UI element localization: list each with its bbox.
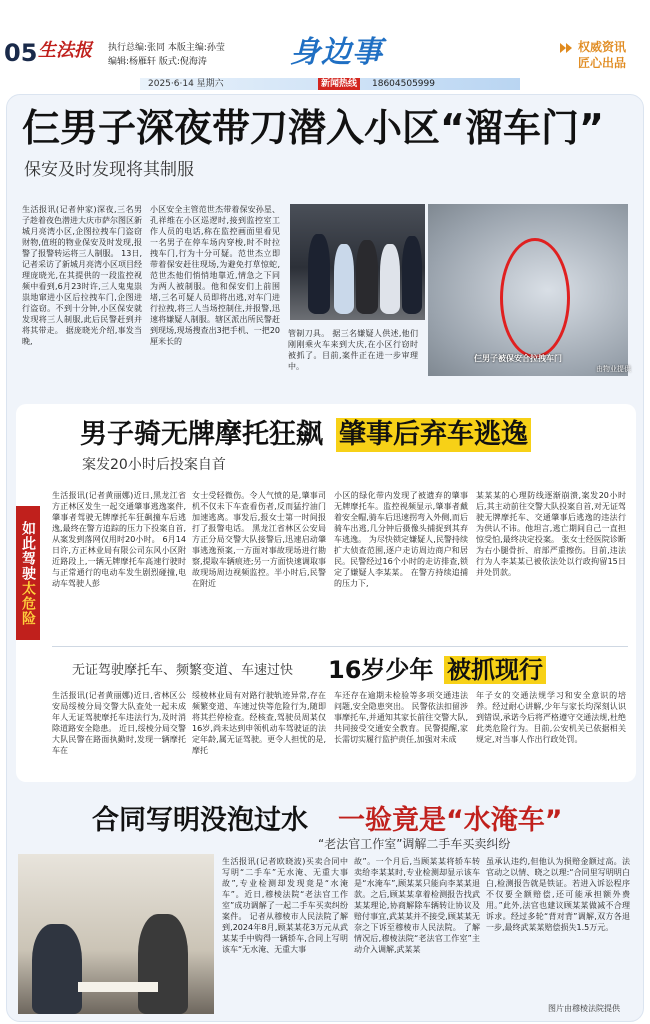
highlight-circle xyxy=(500,238,570,358)
newspaper-brand: 生法报 xyxy=(38,40,92,61)
story4-column-3: 虽承认违约,但他认为损赔金额过高。法官动之以情、晓之以理:“合同里写明明白白,检测报告就是铁证。若进入诉讼程序不仅要全额赔偿,还可能承担额外费用。”此外,法官也建议顾某某做减不合理诉求。经过多轮“背对背”调解,双方各退一步,最终武某某赔偿损失1.5万元。 xyxy=(486,857,630,932)
story1-subheadline: 保安及时发现将其制服 xyxy=(24,160,194,180)
story1-headline: 仨男子深夜带刀潜入小区“溜车门” xyxy=(22,106,604,150)
story3-column-2: 绥棱林业局有对路行驶轨迹异常,存在频繁变道、车速过快等危险行为,随即将其拦停检查。经核查,驾驶员周某仅16岁,尚未达到申领机动车驾驶证的法定年龄,属无证驾驶。更令人担忧的是,摩托 xyxy=(192,691,326,755)
story3-headline-highlight: 被抓现行 xyxy=(444,656,546,684)
story3-column-4: 年子女的交通法规学习和安全意识的培养。经过耐心讲解,少年与家长均深刻认识到错误,承诺今后将严格遵守交通法规,杜绝此类危险行为。目前,公安机关已依据相关规定,对当事人作出行政处罚。 xyxy=(476,691,626,744)
story1-photo-credit: 由物业提供 xyxy=(596,365,631,373)
side-banner xyxy=(16,506,40,640)
story2-column-3: 小区的绿化带内发现了被遗弃的肇事无牌摩托车。监控视频显示,肇事者戴着安全帽,骑车后迅速拐弯入外侧,而后骑车出逃,几分钟后摄像头捕捉到其弃车逃逸。 为尽快锁定嫌疑人,民警持续扩大侦查范围,逐户走访周边商户和居民。民警经过16个小时的走访排查,锁定了嫌疑人李某某。 在警方持续追捕的压力下, xyxy=(334,491,468,588)
story4-column-1: 生活报讯(记者欧晓波)买卖合同中写明“二手车”无水淹、无重大事故”,专业检测却发现竟是“水淹车”。近日,穆棱法院“老法官工作室”成功调解了一起二手车买卖纠纷案件。 记者从穆棱市人民法院了解到,2024年8月,顾某某花3万元从武某某手中购得一辆轿车,合同上写明该车“无水淹、无重大事 xyxy=(222,857,348,954)
story3-column-3: 车还存在逾期未检验等多项交通违法问题,安全隐患突出。 民警依法扣留涉事摩托车,并通知其家长前往交警大队,共同接受交通安全教育。民警提醒,家长需切实履行监护责任,加强对未成 xyxy=(334,691,468,744)
page-number: 05 xyxy=(4,39,38,67)
section-title: 身边事 xyxy=(290,35,383,70)
story2-subheadline: 案发20小时后投案自首 xyxy=(82,457,226,473)
side-banner-highlight: 太危险 xyxy=(20,580,36,626)
story1-photo-caption: 仨男子被保安合拉拽车门 xyxy=(474,354,562,363)
story4-column-2: 故”。一个月后,当顾某某将轿车转卖给李某某时,专业检测却显示该车是“水淹车”,顾某某只能向李某某退款。之后,顾某某拿着检测报告找武某某理论,协商解除车辆转让协议及赔付事宜,武某某并不接受,顾某某无奈之下诉至穆棱市人民法院。 了解情况后,穆棱法院“老法官工作室”主动介入调解,武某某 xyxy=(354,857,480,954)
story2-headline: 男子骑无牌摩托狂飙 xyxy=(80,419,323,450)
staff-line-layout: 编辑:杨雁轩 版式:倪海涛 xyxy=(108,57,207,67)
double-arrow-icon xyxy=(558,40,574,56)
story4-subheadline: “老法官工作室”调解二手车买卖纠纷 xyxy=(318,837,511,851)
story2-column-2: 女士受轻微伤。令人气愤的是,肇事司机不仅未下车查看伤者,反而猛拧油门加速逃离。事发后,报女士第一时间报打了报警电话。 黑龙江省林区公安局方正分局交警大队接警后,迅速启动肇事逃逸预案,一方面对事故现场进行勘察,提取车辆痕迹;另一方面快速调取事故现场周边视频监控。半小时后,民警在附近 xyxy=(192,491,326,588)
story4-photo-mediation xyxy=(18,854,214,1014)
story2-column-1: 生活报讯(记者黄丽娜)近日,黑龙江省方正林区发生一起交通肇事逃逸案件,肇事者驾驶无牌摩托车狂飙撞车后逃逸,最终在警方追踪的压力下投案自首,从案发到落网仅用时20小时。 6月14日许,方正林业局有限公司东风小区附近路段上,一辆无牌摩托车高速行驶时与正常通行的电动车发生剧烈碰撞,电动车驾驶人彭 xyxy=(52,491,186,588)
story3-headline: 16岁少年 xyxy=(328,656,434,684)
story1-column-2: 小区安全主管范世杰带着保安孙星、孔祥维在小区巡逻时,接到监控室工作人员的电话,称在监控画面里看见一名男子在停车场内穿梭,时不时拉拽车门,行为十分可疑。范世杰立即带着保安赶往现场,为避免打草惊蛇,范世杰他们悄悄地靠近,情急之下同为两人被制服。他和保安们上前围堵,三名可疑人员即将出逃,对车门进行拉拽,将三人当场控制住,并报警,迅速将嫌疑人制服。辖区派出所民警赶到现场,现场搜查出3把手机、一把20厘米长的 xyxy=(150,205,280,346)
story2-headline-highlight: 肇事后弃车逃逸 xyxy=(336,418,531,452)
issue-date: 2025·6·14 星期六 xyxy=(148,79,224,89)
side-banner-text: 如此驾驶 xyxy=(20,520,36,581)
story1-column-1: 生活报讯(记者仲家)深夜,三名男子趁着夜色潜进大庆市萨尔图区新城月亮湾小区,企图拉拽车门盗窃财物,值班的物业保安及时发现,报警了报警转运将三人制服。 13日,记者采访了新城月亮湾小区项目经理庞晓光,在其提供的一段监控视频中看到,6月23时许,三人鬼鬼祟祟地窜进小区后拉拽车门,企图进行盗窃。不到十分钟,小区保安就发现将三人制服,此后民警赶到并将其带走。 据庞晓光介绍,事发当晚, xyxy=(22,205,142,346)
story4-headline: 合同写明没泡过水 xyxy=(92,805,308,836)
story4-headline-highlight: 一验竟是“水淹车” xyxy=(338,805,563,836)
hotline-label: 新闻热线 xyxy=(318,78,360,90)
slogan-line-2: 匠心出品 xyxy=(578,56,627,70)
slogan-line-1: 权威资讯 xyxy=(578,40,627,54)
divider xyxy=(52,646,628,647)
story1-column-3: 管制刀具。 据三名嫌疑人供述,他们刚刚乘火车来到大庆,在小区行窃时被抓了。目前,案件正在进一步审理中。 xyxy=(288,329,418,371)
story3-kicker: 无证驾驶摩托车、频繁变道、车速过快 xyxy=(72,663,294,678)
story4-photo-credit: 图片由穆棱法院提供 xyxy=(548,1004,620,1013)
hotline-number: 18604505999 xyxy=(372,79,435,89)
story2-column-4: 某某某的心理防线逐渐崩溃,案发20小时后,其主动前往交警大队投案自首,对无证驾驶无牌摩托车、交通肇事后逃逸的违法行为供认不讳。他坦言,逃亡期间自己一直担惊受怕,最终决定投案。 张女士经医院诊断为右小腿骨折、肩部严重擦伤。目前,违法行为人李某某已被依法处以行政拘留15日并处罚款。 xyxy=(476,491,626,577)
story1-photo-suspects xyxy=(290,204,425,320)
staff-line-editors: 执行总编:张同 本版主编:孙莹 xyxy=(108,43,225,53)
story3-column-1: 生活报讯(记者黄丽娜)近日,省林区公安局绥棱分局交警大队查处一起未成年人无证驾驶摩托车违法行为,及时消除道路安全隐患。 近日,绥棱分局交警大队民警在路面执勤时,发现一辆摩托车在 xyxy=(52,691,186,755)
